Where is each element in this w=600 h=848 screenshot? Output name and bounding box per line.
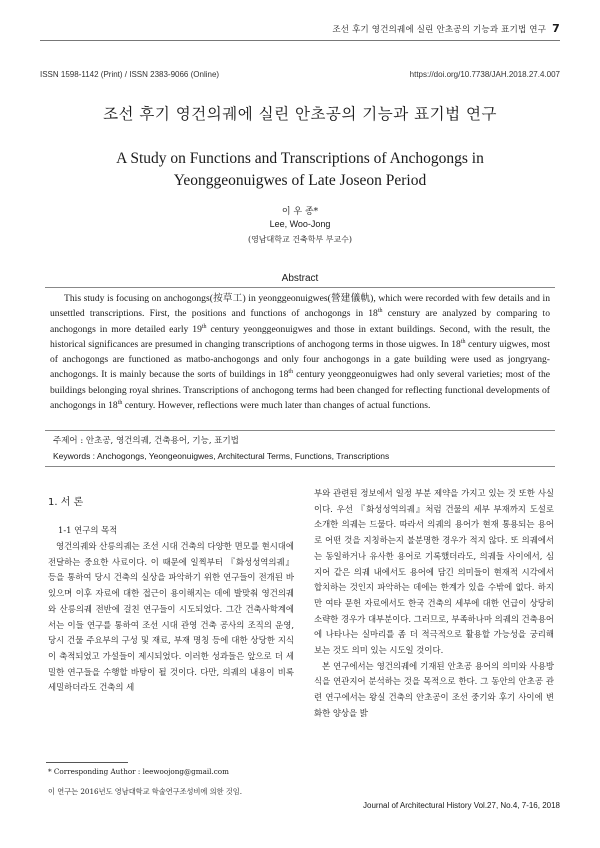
subsection-title: 1-1 연구의 목적 — [58, 525, 118, 535]
korean-title: 조선 후기 영건의궤에 실린 안초공의 기능과 표기법 연구 — [103, 105, 497, 123]
body-paragraph: 부와 관련된 정보에서 일정 부분 제약을 가지고 있는 것 또한 사실이다. 우선 『화성성역의궤』처럼 건물의 세부 부재까지 도설로 소개한 의궤는 드물다. 따라서 의궤의 용어가 현재 통용되는 용어로 어떤 것을 지칭하는지 불분명한 경우가 적지 않다. 또 의궤에서는 동일하거나 유사한 용어로 기록했더라도, 의궤들 사이에서, 심지어 같은 의궤 내에서도 용어에 담긴 의미들이 현재적 시각에서 합치하는 것인지 파악하는 데에는 한계가 있을 수밖에 없다. 하지만 여타 문헌 자료에서도 한국 건축의 세부에 대한 언급이 상당히 소략한 경우가 대부분이다. 그러므로, 부족하나마 의궤의 건축용어에 나타나는 실마리를 좀 더 적극적으로 활용할 가능성을 궁리해 보는 것도 의미 있는 시도일 것이다. — [314, 488, 554, 656]
abstract-text: This study is focusing on anchogongs(按草工) in yeonggeonuigwes(營建儀軌), which were recorded with few details and in unsettled transcriptions. First, the positions and functions of anchogongs in 18th censtury are analyzed by comparing to anchogongs in more detailed early 19th century yeonggeonuigwes and those in extant buildings. Second, with the result, the historical significances are presumed in changing transcriptions of anchogong terms in those uigwes. In 18th century uigwes, most of anchogongs are functioned as matbo-anchogongs and only four anchogongs in a gate building were used as jongryang-anchogongs. It is mainly because the sorts of buildings in 18th century yeonggeonuigwes had only several varieties; most of the buildings belonging royal shrines. Transcriptions of anchogong terms had been changed for reflecting functional developments of anchogongs in 18th century. However, reflections were much later than changes of actual functions. — [50, 293, 551, 412]
funding-note: 이 연구는 2016년도 영남대학교 학술연구조성비에 의한 것임. — [48, 787, 242, 796]
running-title: 조선 후기 영건의궤에 실린 안초공의 기능과 표기법 연구 — [332, 25, 547, 35]
abstract-bottom-rule — [45, 430, 555, 431]
abstract-top-rule — [45, 287, 555, 288]
keywords-english: Keywords : Anchogongs, Yeongeonuigwes, Architectural Terms, Functions, Transcriptions — [53, 451, 390, 461]
section-title: 1. 서 론 — [48, 497, 84, 508]
keywords-korean: 주제어 : 안초공, 영건의궤, 건축용어, 기능, 표기법 — [53, 436, 239, 446]
english-title: A Study on Functions and Transcriptions of Anchogongs in Yeonggeonuigwes of Late Joseon Period — [116, 150, 484, 189]
page-number: 7 — [552, 22, 560, 35]
header-rule — [40, 40, 560, 41]
keywords-rule — [45, 466, 555, 467]
journal-footer: Journal of Architectural History Vol.27, No.4, 7-16, 2018 — [363, 801, 560, 810]
author-name-korean: 이 우 종* — [281, 207, 319, 217]
body-right-column — [314, 486, 554, 722]
body-paragraph: 영건의궤와 산릉의궤는 조선 시대 건축의 다양한 면모를 현시대에 전달하는 중요한 사료이다. 이 때문에 일찍부터 『화성성역의궤』 등을 통하여 당시 건축의 실상을 파악하기 위한 연구들이 전개된 바 있으며 이후 자료에 대한 접근이 용이해지는 데에 발맞춰 영건의궤와 산릉의궤 전반에 걸친 연구들이 시도되었다. 그간 건축사학계에서는 이들 연구를 통하여 조선 시대 관영 건축 공사의 조직의 운영, 당시 건물 주요부의 구성 및 재료, 부재 명칭 등에 대한 상당한 지식이 축적되었고 가설들이 제시되었다. 이러한 성과들은 앞으로 더 세밀한 연구들을 수행할 바탕이 될 것이다. 다만, 의궤의 내용이 비록 세밀하더라도 건축의 세 — [48, 541, 294, 693]
corresponding-author-note: * Corresponding Author : leewoojong@gmail.com — [48, 767, 229, 776]
author-affiliation: (영남대학교 건축학부 부교수) — [247, 235, 353, 244]
doi-link[interactable]: https://doi.org/10.7738/JAH.2018.27.4.007 — [409, 70, 560, 79]
footnote-rule — [46, 762, 128, 763]
author-name-english: Lee, Woo-Jong — [269, 219, 331, 229]
body-left-column — [48, 539, 294, 696]
body-paragraph: 본 연구에서는 영건의궤에 기재된 안초공 용어의 의미와 사용방식을 연관지어 분석하는 것을 목적으로 한다. 그 동안의 안초공 관련 연구에서는 왕실 건축의 안초공이 조선 중기와 후기 사이에 변화한 양상을 밝 — [314, 660, 554, 718]
running-header — [332, 22, 560, 35]
abstract-heading: Abstract — [281, 273, 319, 284]
issn: ISSN 1598-1142 (Print) / ISSN 2383-9066 (Online) — [40, 70, 220, 79]
